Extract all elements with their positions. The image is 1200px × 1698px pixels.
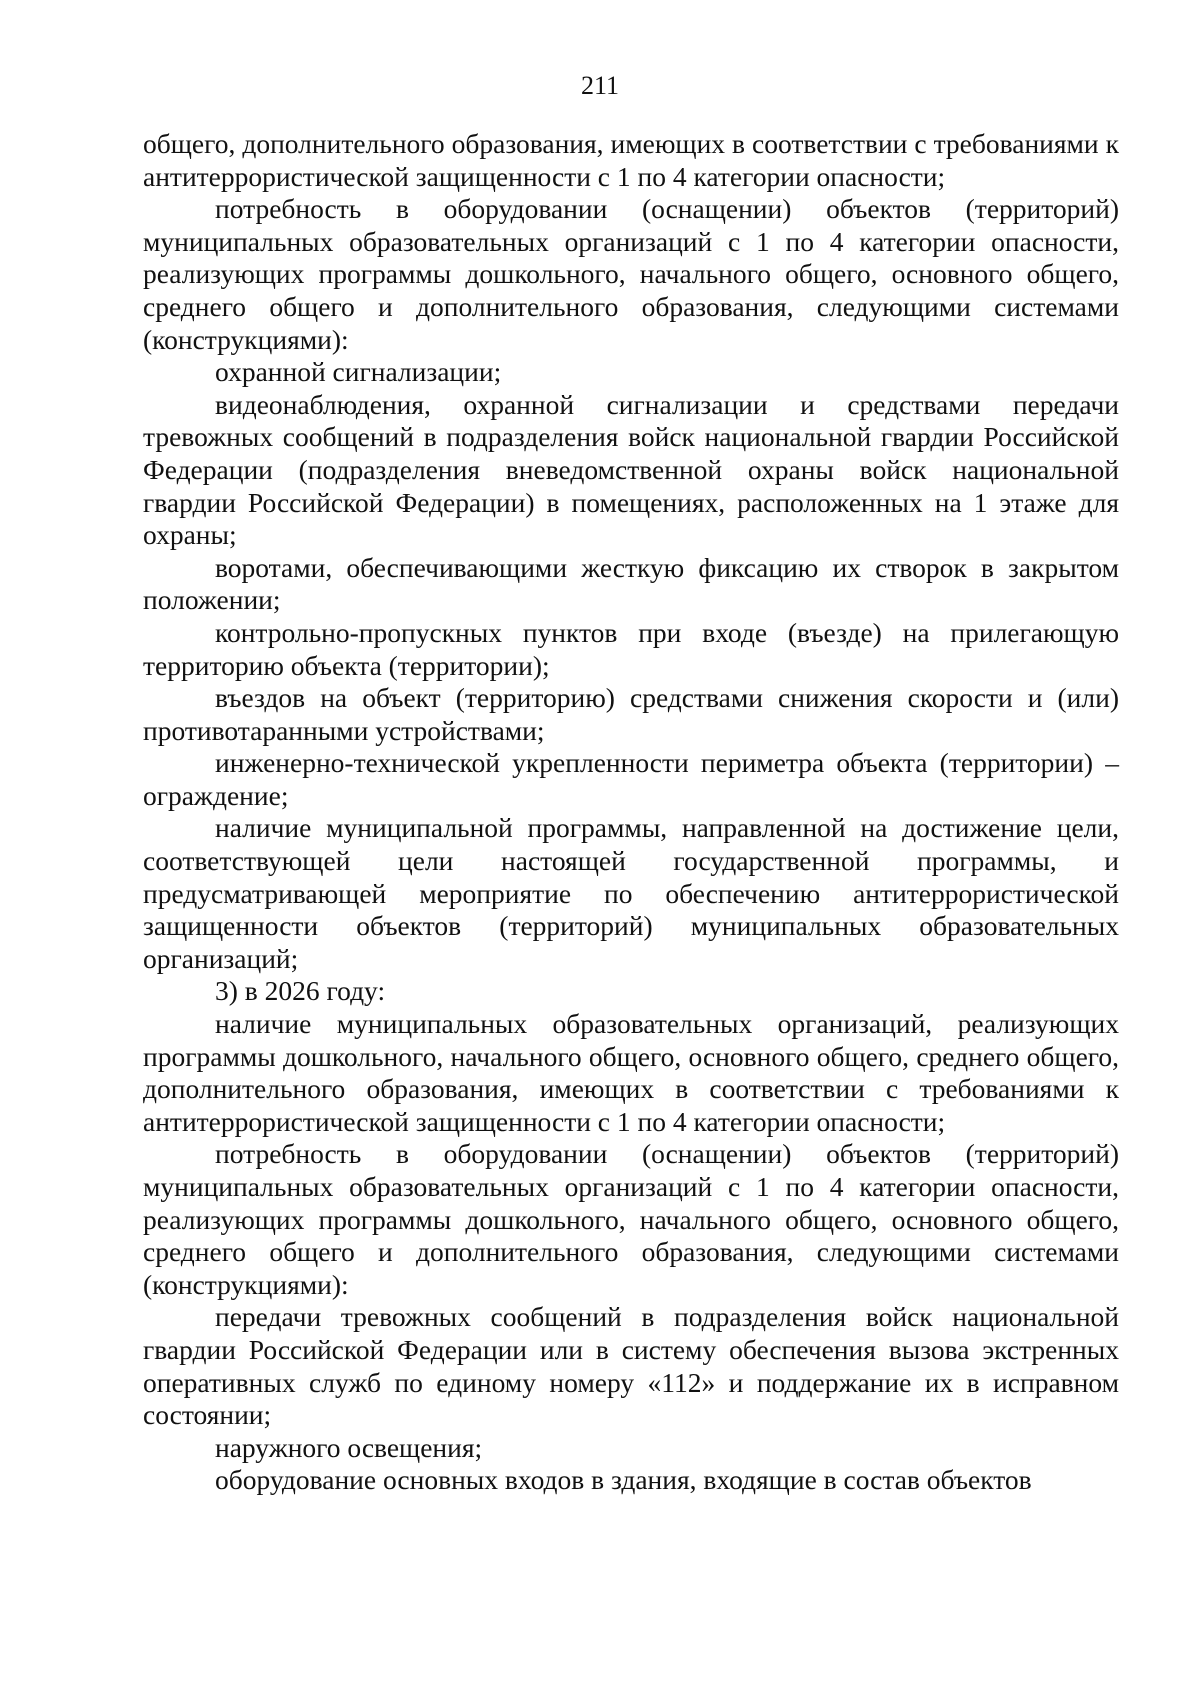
document-body (143, 128, 1119, 1497)
paragraph: воротами, обеспечивающими жесткую фиксацию их створок в закрытом положении; (143, 551, 1119, 616)
paragraph: оборудование основных входов в здания, входящие в состав объектов (215, 1464, 1032, 1496)
paragraph: контрольно-пропускных пунктов при входе (въезде) на прилегающую территорию объекта (территории); (143, 616, 1119, 681)
paragraph: видеонаблюдения, охранной сигнализации и средствами передачи тревожных сообщений в подразделения войск национальной гвардии Российской Федерации (подразделения вневедомственной охраны войск национальной гвардии Российской Федерации) в помещениях, расположенных на 1 этаже для охраны; (143, 388, 1119, 551)
paragraph: передачи тревожных сообщений в подразделения войск национальной гвардии Российской Федерации или в систему обеспечения вызова экстренных оперативных служб по единому номеру «112» и поддержание их в исправном состоянии; (143, 1301, 1119, 1431)
paragraph: общего, дополнительного образования, имеющих в соответствии с требованиями к антитеррористической защищенности с 1 по 4 категории опасности; (143, 128, 1119, 192)
paragraph: наружного освещения; (215, 1431, 483, 1463)
paragraph: потребность в оборудовании (оснащении) объектов (территорий) муниципальных образовательных организаций с 1 по 4 категории опасности, реализующих программы дошкольного, начального общего, основного общего, среднего общего и дополнительного образования, следующими системами (конструкциями): (143, 1138, 1119, 1300)
paragraph: охранной сигнализации; (215, 356, 502, 388)
paragraph: наличие муниципальных образовательных организаций, реализующих программы дошкольного, начального общего, основного общего, среднего общего, дополнительного образования, имеющих в соответствии с требованиями к антитеррористической защищенности с 1 по 4 категории опасности; (143, 1008, 1119, 1137)
list-item-heading: 3) в 2026 году: (215, 975, 386, 1007)
paragraph: въездов на объект (территорию) средствами снижения скорости и (или) противотаранными устройствами; (143, 682, 1119, 746)
paragraph: наличие муниципальной программы, направленной на достижение цели, соответствующей цели настоящей государственной программы, и предусматривающей мероприятие по обеспечению антитеррористической защищенности объектов (территорий) муниципальных образовательных организаций; (143, 812, 1119, 974)
paragraph: инженерно-технической укрепленности периметра объекта (территории) – ограждение; (143, 747, 1119, 811)
page-number: 211 (580, 71, 620, 100)
paragraph: потребность в оборудовании (оснащении) объектов (территорий) муниципальных образовательных организаций с 1 по 4 категории опасности, реализующих программы дошкольного, начального общего, основного общего, среднего общего и дополнительного образования, следующими системами (конструкциями): (143, 193, 1119, 355)
